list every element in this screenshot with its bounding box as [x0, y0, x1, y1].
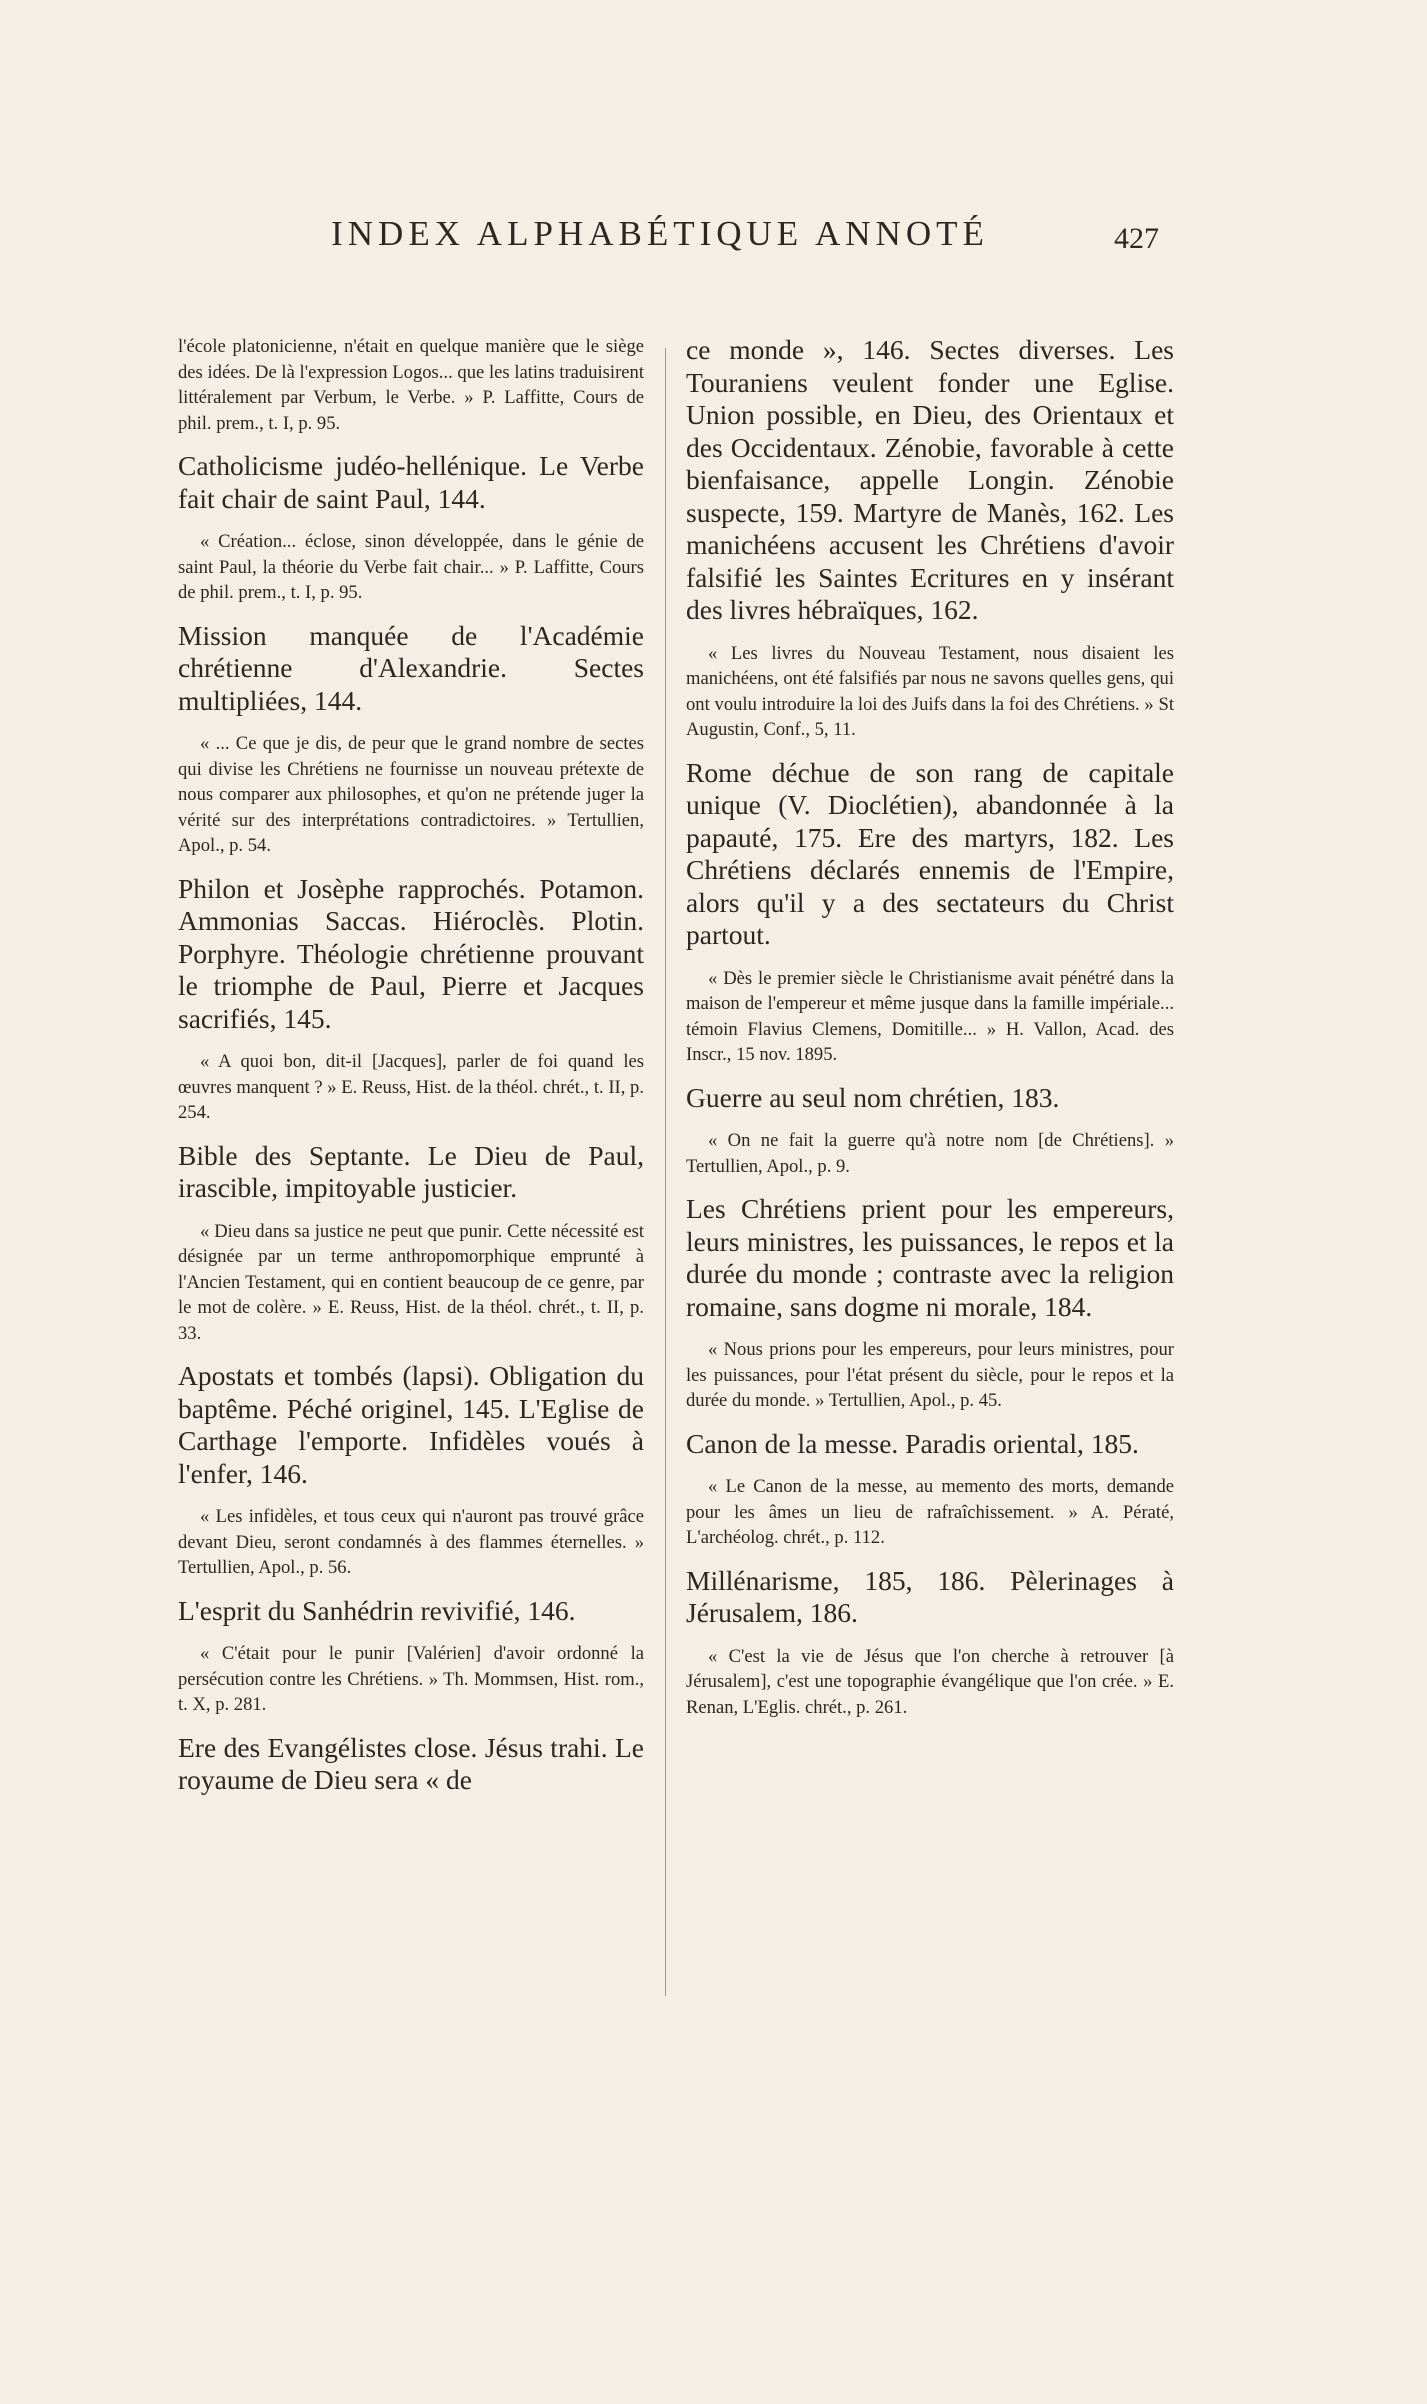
index-entry: Apostats et tombés (lapsi). Obligation du baptême. Péché originel, 145. L'Eglise de Carthage l'emporte. Infidèles voués à l'enfer, 146. [178, 1360, 644, 1489]
right-column [686, 334, 1174, 1734]
page-number: 427 [1114, 222, 1159, 255]
quote-entry: « Les infidèles, et tous ceux qui n'auront pas trouvé grâce devant Dieu, seront condamnés à des flammes éternelles. » Tertullien, Apol., p. 56. [178, 1506, 644, 1578]
quote-entry: l'école platonicienne, n'était en quelque manière que le siège des idées. De là l'expression Logos... que les latins traduisirent littéralement par Verbum, le Verbe. » P. Laffitte, Cours de phil. prem., t. I, p. 95. [178, 336, 644, 434]
index-entry: Guerre au seul nom chrétien, 183. [686, 1081, 1060, 1113]
index-entry: Ere des Evangélistes close. Jésus trahi. Le royaume de Dieu sera « de [178, 1731, 644, 1795]
quote-entry: « Dès le premier siècle le Christianisme avait pénétré dans la maison de l'empereur et même jusque dans la famille impériale... témoin Flavius Clemens, Domitille... » H. Vallon, Acad. des Inscr., 15 nov. 1895. [686, 967, 1174, 1065]
quote-entry: « On ne fait la guerre qu'à notre nom [de Chrétiens]. » Tertullien, Apol., p. 9. [686, 1130, 1174, 1177]
quote-entry: « ... Ce que je dis, de peur que le grand nombre de sectes qui divise les Chrétiens ne fournisse un nouveau prétexte de nous comparer aux philosophes, et qu'on ne prétende juger la vérité sur des interprétations contradictoires. » Tertullien, Apol., p. 54. [178, 733, 644, 856]
running-header: INDEX ALPHABÉTIQUE ANNOTÉ [331, 214, 989, 253]
index-entry: Canon de la messe. Paradis oriental, 185. [686, 1427, 1139, 1459]
quote-entry: « Création... éclose, sinon développée, dans le génie de saint Paul, la théorie du Verbe fait chair... » P. Laffitte, Cours de phil. prem., t. I, p. 95. [178, 531, 644, 603]
quote-entry: « Dieu dans sa justice ne peut que punir. Cette nécessité est désignée par un terme anthropomorphique emprunté à l'Ancien Testament, qui en contient beaucoup de ce genre, par le mot de colère. » E. Reuss, Hist. de la théol. chrét., t. II, p. 33. [178, 1220, 644, 1344]
index-entry: Catholicisme judéo-hellénique. Le Verbe fait chair de saint Paul, 144. [178, 450, 644, 514]
quote-entry: « A quoi bon, dit-il [Jacques], parler de foi quand les œuvres manquent ? » E. Reuss, Hist. de la théol. chrét., t. II, p. 254. [178, 1051, 644, 1123]
quote-entry: « Les livres du Nouveau Testament, nous disaient les manichéens, ont été falsifiés par nous ne savons quelles gens, qui ont voulu introduire la loi des Juifs dans la foi des Chrétiens. » St Augustin, Conf., 5, 11. [686, 642, 1174, 740]
quote-entry: « C'est la vie de Jésus que l'on cherche à retrouver [à Jérusalem], c'est une topographie évangélique que l'on crée. » E. Renan, L'Eglis. chrét., p. 261. [686, 1645, 1174, 1718]
left-column [178, 334, 644, 1811]
quote-entry: « C'était pour le punir [Valérien] d'avoir ordonné la persécution contre les Chrétiens. » Th. Mommsen, Hist. rom., t. X, p. 281. [178, 1643, 644, 1715]
column-divider [665, 348, 666, 1996]
index-entry: Rome déchue de son rang de capitale unique (V. Dioclétien), abandonnée à la papauté, 175. Ere des martyrs, 182. Les Chrétiens déclarés ennemis de l'Empire, alors qu'il y a des sectateurs du Christ partout. [686, 756, 1174, 950]
index-entry: L'esprit du Sanhédrin revivifié, 146. [178, 1594, 576, 1626]
index-entry: Les Chrétiens prient pour les empereurs, leurs ministres, les puissances, le repos et la durée du monde ; contraste avec la religion romaine, sans dogme ni morale, 184. [686, 1193, 1174, 1322]
index-entry: Bible des Septante. Le Dieu de Paul, irascible, impitoyable justicier. [178, 1139, 644, 1203]
quote-entry: « Nous prions pour les empereurs, pour leurs ministres, pour les puissances, pour l'état présent du siècle, pour le repos et la durée du monde. » Tertullien, Apol., p. 45. [686, 1339, 1174, 1411]
index-entry: Mission manquée de l'Académie chrétienne d'Alexandrie. Sectes multipliées, 144. [178, 619, 644, 716]
index-entry: ce monde », 146. Sectes diverses. Les Touraniens veulent fonder une Eglise. Union possible, en Dieu, des Orientaux et des Occidentaux. Zénobie, favorable à cette bienfaisance, appelle Longin. Zénobie suspecte, 159. Martyre de Manès, 162. Les manichéens accusent les Chrétiens d'avoir falsifié les Saintes Ecritures en y insérant des livres hébraïques, 162. [686, 334, 1174, 625]
quote-entry: « Le Canon de la messe, au memento des morts, demande pour les âmes un lieu de rafraîchissement. » A. Pératé, L'archéolog. chrét., p. 112. [686, 1476, 1174, 1548]
index-entry: Philon et Josèphe rapprochés. Potamon. Ammonias Saccas. Hiéroclès. Plotin. Porphyre. Théologie chrétienne prouvant le triomphe de Paul, Pierre et Jacques sacrifiés, 145. [178, 872, 644, 1034]
index-entry: Millénarisme, 185, 186. Pèlerinages à Jérusalem, 186. [686, 1564, 1174, 1628]
